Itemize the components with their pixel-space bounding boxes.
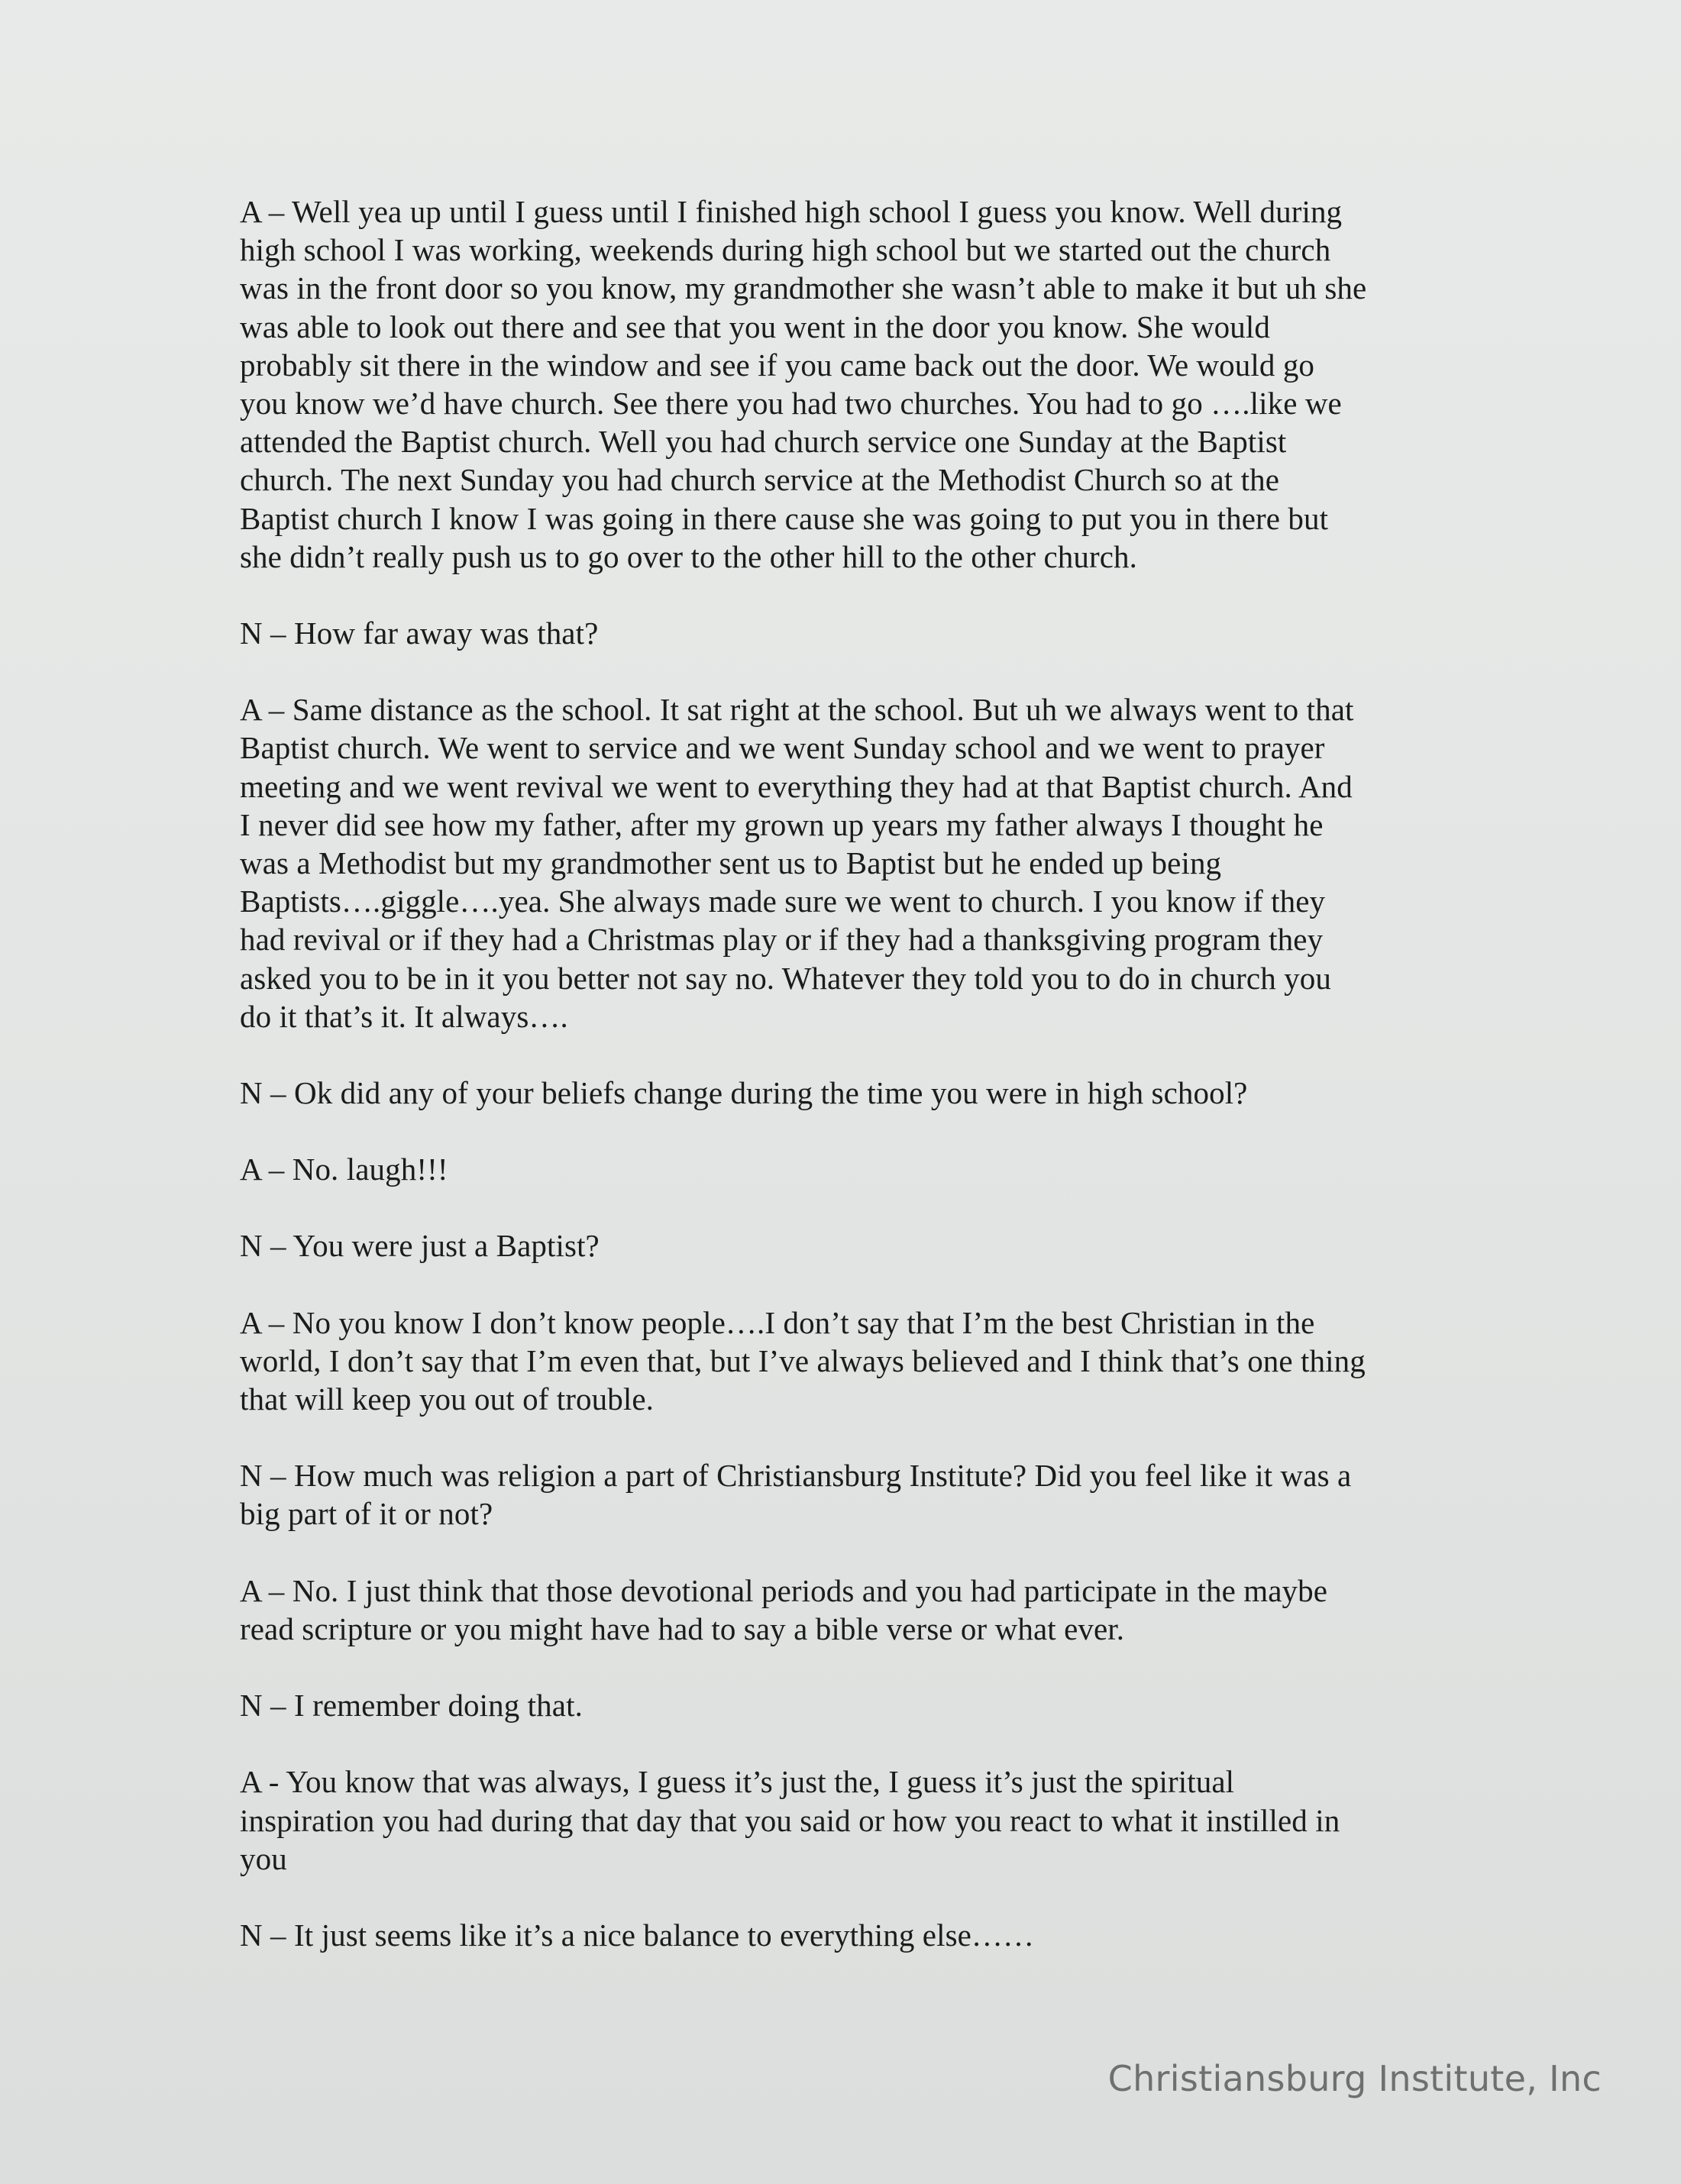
transcript-paragraph: A – Well yea up until I guess until I finished high school I guess you know. Well during high school I was working, weekends during high school but we started out the church was in the front door so you know, my grandmother she wasn’t able to make it but uh she was able to look out there and see that you went in the door you know. She would probably sit there in the window and see if you came back out the door. We would go you know we’d have church. See there you had two churches. You had to go ….like we attended the Baptist church. Well you had church service one Sunday at the Baptist church. The next Sunday you had church service at the Methodist Church so at the Baptist church I know I was going in there cause she was going to put you in there but she didn’t really push us to go over to the other hill to the other church.	[240, 194, 1367, 574]
transcript-paragraph: N – It just seems like it’s a nice balance to everything else……	[240, 1917, 1035, 1953]
transcript-paragraph: A - You know that was always, I guess it’s just the, I guess it’s just the spiritual inspiration you had during that day that you said or how you react to what it instilled in you	[240, 1764, 1340, 1876]
transcript-paragraph: A – Same distance as the school. It sat right at the school. But uh we always went to that Baptist church. We went to service and we went Sunday school and we went to prayer meeting and we went revival we went to everything they had at that Baptist church. And I never did see how my father, after my grown up years my father always I thought he was a Methodist but my grandmother sent us to Baptist but he ended up being Baptists….giggle….yea. She always made sure we went to church. I you know if they had revival or if they had a Christmas play or if they had a thanksgiving program they asked you to be in it you better not say no. Whatever they told you to do in church you do it that’s it. It always….	[240, 692, 1354, 1034]
interview-transcript	[240, 192, 1462, 1992]
transcript-paragraph: N – Ok did any of your beliefs change during the time you were in high school?	[240, 1075, 1248, 1111]
transcript-paragraph: N – You were just a Baptist?	[240, 1228, 600, 1264]
transcript-paragraph: A – No you know I don’t know people….I don’t say that I’m the best Christian in the world, I don’t say that I’m even that, but I’ve always believed and I think that’s one thing that will keep you out of trouble.	[240, 1304, 1366, 1417]
transcript-paragraph: A – No. I just think that those devotional periods and you had participate in the maybe read scripture or you might have had to say a bible verse or what ever.	[240, 1572, 1328, 1646]
watermark: Christiansburg Institute, Inc	[1107, 2058, 1602, 2099]
transcript-paragraph: N – I remember doing that.	[240, 1688, 583, 1724]
transcript-paragraph: A – No. laugh!!!	[240, 1152, 448, 1187]
transcript-paragraph: N – How far away was that?	[240, 615, 599, 651]
transcript-paragraph: N – How much was religion a part of Christiansburg Institute? Did you feel like it was a big part of it or not?	[240, 1458, 1352, 1532]
